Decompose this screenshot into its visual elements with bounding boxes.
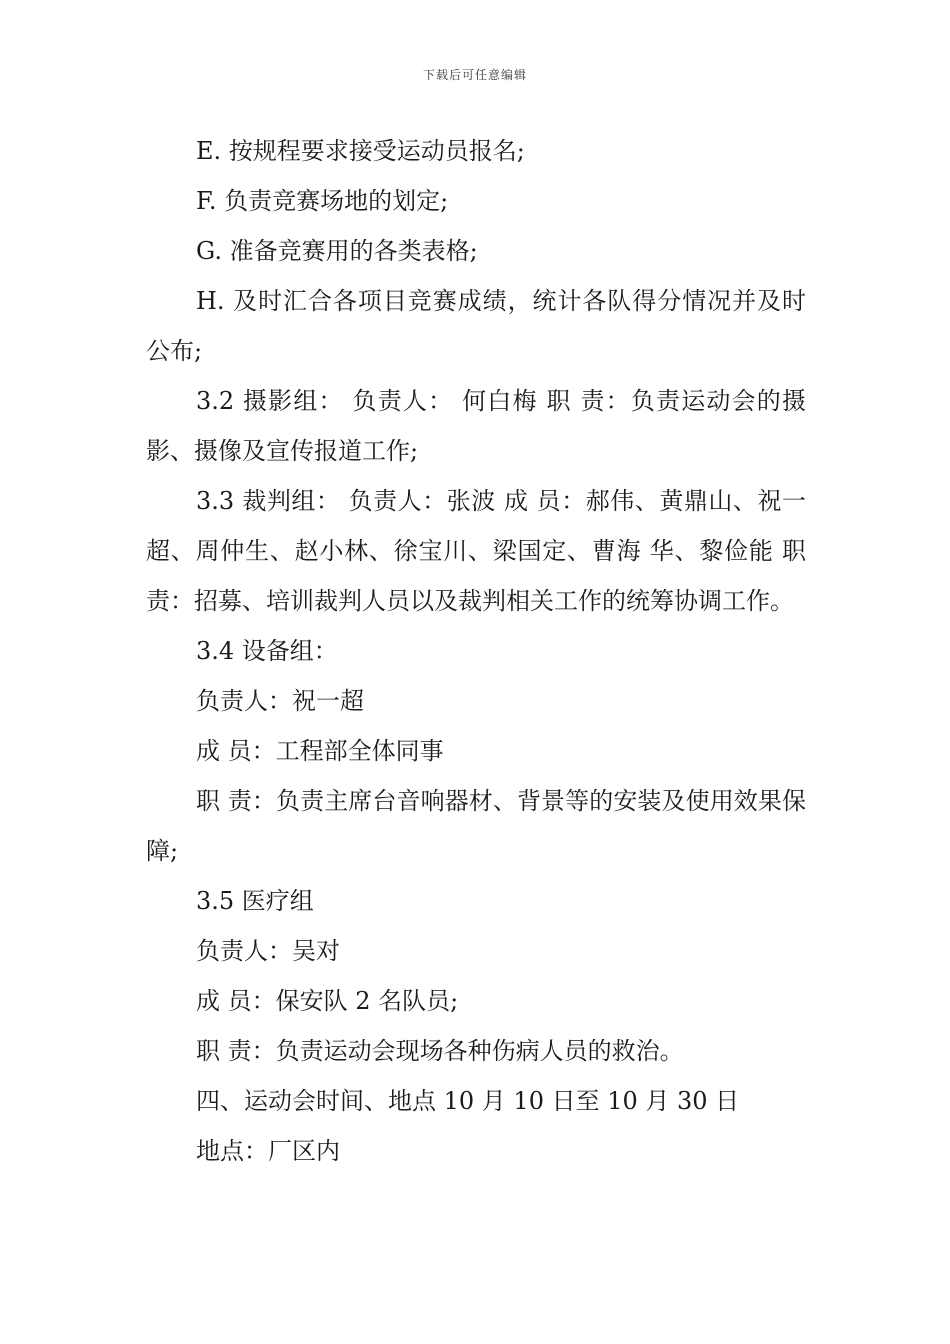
paragraph-referee-group: 3.3 裁判组： 负责人：张波 成 员：郝伟、黄鼎山、祝一超、周仲生、赵小林、徐宝川、梁国定、曹海 华、黎俭能 职 责：招募、培训裁判人员以及裁判相关工作的统筹协调工作。 xyxy=(146,487,806,615)
paragraph-medical-leader: 负责人：吴对 xyxy=(196,937,340,965)
paragraph-time-location: 四、运动会时间、地点 10 月 10 日至 10 月 30 日 xyxy=(196,1087,740,1115)
document-body xyxy=(146,126,806,1176)
paragraph-equipment-duties: 职 责：负责主席台音响器材、背景等的安装及使用效果保障; xyxy=(146,787,806,865)
paragraph-h: H. 及时汇合各项目竞赛成绩，统计各队得分情况并及时公布; xyxy=(146,287,806,365)
paragraph-equipment-leader: 负责人：祝一超 xyxy=(196,687,364,715)
paragraph-photography-group: 3.2 摄影组： 负责人： 何白梅 职 责：负责运动会的摄影、摄像及宣传报道工作; xyxy=(146,387,806,465)
paragraph-g: G. 准备竞赛用的各类表格; xyxy=(196,237,478,265)
paragraph-medical-duties: 职 责：负责运动会现场各种伤病人员的救治。 xyxy=(196,1037,684,1065)
paragraph-location: 地点：厂区内 xyxy=(196,1137,340,1165)
paragraph-e: E. 按规程要求接受运动员报名; xyxy=(196,137,525,165)
paragraph-equipment-group-title: 3.4 设备组： xyxy=(196,637,338,665)
page-header: 下载后可任意编辑 xyxy=(422,68,527,82)
paragraph-equipment-members: 成 员：工程部全体同事 xyxy=(196,737,444,765)
paragraph-medical-group-title: 3.5 医疗组 xyxy=(196,887,314,915)
paragraph-f: F. 负责竞赛场地的划定; xyxy=(196,187,449,215)
paragraph-medical-members: 成 员：保安队 2 名队员; xyxy=(196,987,459,1015)
